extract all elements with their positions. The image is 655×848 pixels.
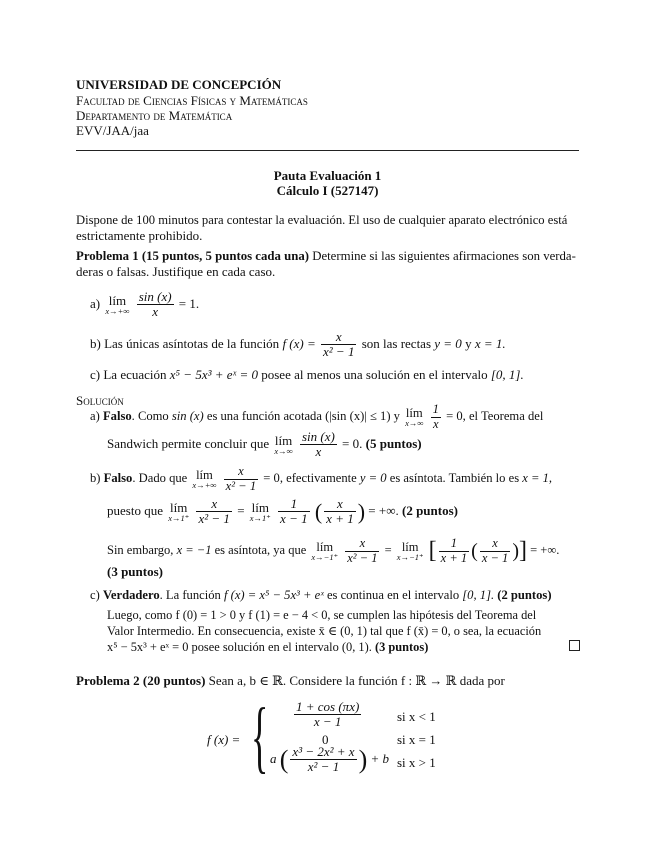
solution-c-line-4: x⁵ − 5x³ + eˣ = 0 posee solución en el intervalo (0, 1). (3 puntos) xyxy=(107,640,429,654)
solution-c-line-2: Luego, como f (0) = 1 > 0 y f (1) = e − 4 < 0, se cumplen las hipótesis del Teorema del xyxy=(107,608,537,622)
piecewise-case-2: 0 xyxy=(322,732,329,747)
solution-b-line-1: b) Falso. Dado que lím x→+∞ $\frac{x}{\text{x² − 1}}$ = 0, efectivamente y = 0 es asíntota. También lo es x = 1, xyxy=(90,464,553,493)
problem-1a: a) lím x→+∞ $\frac{\sin (x)}{x}$ = 1. xyxy=(90,289,200,320)
document-title: Pauta Evaluación 1 xyxy=(273,168,382,183)
solution-heading: Solución xyxy=(76,393,124,408)
problem-1c: c) La ecuación x⁵ − 5x³ + eˣ = 0 posee al menos una solución en el intervalo [0, 1]. xyxy=(90,367,524,382)
department-name: Departamento de Matemática xyxy=(76,108,233,123)
faculty-name: Facultad de Ciencias Físicas y Matemáticas xyxy=(76,93,308,108)
problem-1-heading: Problema 1 (15 puntos, 5 puntos cada una) xyxy=(76,249,309,263)
solution-a-line-2: Sandwich permite concluir que lím x→∞ $\frac{\sin (x)}{x}$ = 0. (5 puntos) xyxy=(107,429,422,460)
author-initials: EVV/JAA/jaa xyxy=(76,123,149,138)
course-title: Cálculo I (527147) xyxy=(276,183,379,198)
solution-b-line-2: puesto que lím x→1⁺ $\frac{x}{\text{x² − 1}}$ = lím x→1⁺ $\frac{1}{x - 1}$ ( $\frac{x}{x + 1}$ ) = +∞. (2 puntos) xyxy=(107,496,458,527)
problem-1-statement xyxy=(76,249,576,264)
piecewise-case-3: a ( $\frac{\text{x³ − 2x² + x}}{\text{x² − 1}}$ ) + b xyxy=(270,744,390,775)
solution-a-line-1: a) Falso. Como sin (x) es una función acotada (|sin (x)| ≤ 1) y lím x→∞ $\frac{1}{x}$ = 0, el Teorema del xyxy=(90,402,544,431)
piecewise-cond-3: si x > 1 xyxy=(397,755,436,770)
piecewise-fx: f (x) = xyxy=(207,732,241,747)
solution-b-line-3: Sin embargo, x = −1 es asíntota, ya que lím x→−1⁺ $\frac{x}{\text{x² − 1}}$ = lím x→−1⁺ [ $\frac{1}{x + 1}$ ( $\frac{x}{x - 1}$ )] = +∞. xyxy=(107,536,560,565)
solution-b-points: (3 puntos) xyxy=(107,564,163,579)
piecewise-brace-icon: { xyxy=(251,693,269,781)
problem-2-statement: Problema 2 (20 puntos) Sean a, b ∈ ℝ. Considere la función f : ℝ → ℝ dada por xyxy=(76,673,505,688)
piecewise-cond-1: si x < 1 xyxy=(397,709,436,724)
university-name: UNIVERSIDAD DE CONCEPCIÓN xyxy=(76,77,282,92)
problem-1b: b) Las únicas asíntotas de la función f (x) = $\frac{x}{\text{x² − 1}}$ son las rectas y = 0 y x = 1. xyxy=(90,329,506,360)
header-divider xyxy=(76,150,579,151)
solution-c-line-1: c) Verdadero. La función f (x) = x⁵ − 5x³ + eˣ es continua en el intervalo [0, 1]. (2 puntos) xyxy=(90,588,552,602)
qed-symbol xyxy=(569,640,580,651)
solution-c-line-3: Valor Intermedio. En consecuencia, existe x̄ ∈ (0, 1) tal que f (x̄) = 0, o sea, la ecuación xyxy=(107,624,542,638)
piecewise-cond-2: si x = 1 xyxy=(397,732,436,747)
problem-1-text-2: deras o falsas. Justifique en cada caso. xyxy=(76,264,276,279)
intro-line-2: estrictamente prohibido. xyxy=(76,228,203,243)
problem-1-text: Determine si las siguientes afirmaciones son verda- xyxy=(312,249,576,263)
intro-line-1: Dispone de 100 minutos para contestar la evaluación. El uso de cualquier aparato electrónico está xyxy=(76,213,568,227)
piecewise-case-1: $\frac{1 + \cos (\pi x)}{x - 1}$ xyxy=(296,699,360,730)
